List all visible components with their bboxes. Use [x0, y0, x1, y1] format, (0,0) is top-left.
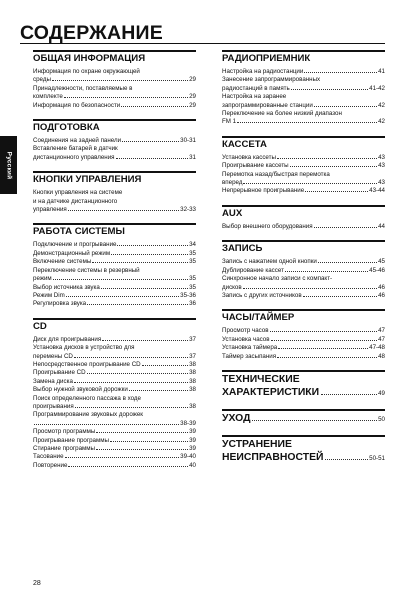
section-heading-text: ТЕХНИЧЕСКИЕ: [222, 373, 300, 385]
page-ref: 44: [378, 222, 385, 230]
toc-entry: [33, 102, 196, 110]
toc-entry-text: Выбор источника звука: [33, 283, 100, 291]
toc-entry-text: Диск для проигрывания: [33, 335, 102, 343]
page-number: 28: [33, 580, 41, 587]
toc-entry-line: [33, 258, 196, 266]
toc-entry-line: [33, 453, 196, 461]
toc-entry: [33, 85, 196, 102]
toc-entry-line: [33, 437, 196, 445]
toc-entry-text: Установка таймера: [222, 344, 278, 352]
page-ref: 42: [378, 101, 385, 109]
page-ref: 39: [189, 436, 196, 444]
toc-entry: [222, 353, 385, 361]
toc-entry-line: [33, 76, 196, 84]
dot-leader: [87, 304, 188, 305]
page-ref: 43: [378, 179, 385, 187]
toc-section: [33, 223, 196, 308]
page-ref: 29: [189, 101, 196, 109]
page-ref: 43-44: [369, 187, 385, 195]
toc-entry: [222, 275, 385, 292]
toc-entry-text: Синхронное начало записи с компакт-: [222, 275, 333, 283]
toc-entry-text: Повторение: [33, 461, 68, 469]
section-heading: КНОПКИ УПРАВЛЕНИЯ: [33, 171, 196, 186]
toc-entry-text: Принадлежности, поставляемые в: [33, 84, 133, 92]
toc-entry: [33, 437, 196, 445]
toc-entry-line: [33, 403, 196, 411]
section-heading: [222, 370, 385, 400]
dot-leader: [271, 340, 378, 341]
section-heading: AUX: [222, 205, 385, 220]
toc-entry: [222, 110, 385, 127]
dot-leader: [101, 288, 188, 289]
toc-entry-text: Непосредственное проигрывание CD: [33, 360, 141, 368]
page-ref: 30-31: [180, 137, 196, 145]
toc-entry-line: [33, 462, 196, 470]
dot-leader: [243, 183, 377, 184]
toc-entry-text: режим: [33, 275, 52, 283]
page-ref: 49: [378, 389, 385, 397]
section-heading: [222, 409, 385, 426]
page-ref: 47: [378, 335, 385, 343]
toc-entry: [222, 187, 385, 195]
toc-entry-line: [33, 206, 196, 214]
toc-section: [222, 309, 385, 361]
dot-leader: [66, 296, 179, 297]
toc-entry-line: [222, 223, 385, 231]
dot-leader: [277, 158, 377, 159]
toc-entry: [33, 453, 196, 461]
dot-leader: [87, 373, 189, 374]
dot-leader: [68, 210, 179, 211]
dot-leader: [96, 449, 188, 450]
toc-entry-line: [222, 118, 385, 126]
page-ref: 50-51: [369, 454, 385, 462]
page-ref: 32-33: [180, 206, 196, 214]
dot-leader: [142, 365, 188, 366]
toc-section: [33, 318, 196, 471]
toc-entry-text: Выбор внешнего оборудования: [222, 222, 313, 230]
page-ref: 48: [378, 352, 385, 360]
page-ref: 38: [189, 377, 196, 385]
section-heading: ЗАПИСЬ: [222, 240, 385, 255]
toc-entry-text: дисков: [222, 283, 242, 291]
toc-entry-text: Информация по охране окружающей: [33, 68, 140, 75]
toc-entry-text: Установка кассеты: [222, 153, 276, 161]
toc-entry: [33, 369, 196, 377]
page-ref: 43: [378, 162, 385, 170]
page-ref: 41: [378, 68, 385, 75]
toc-entry: [222, 267, 385, 275]
dot-leader: [243, 288, 377, 289]
toc-entry-text: дистанционного управления: [33, 153, 115, 161]
dot-leader: [75, 407, 188, 408]
toc-section: [222, 435, 385, 465]
title-rule: [20, 43, 385, 44]
page-ref: 46: [378, 291, 385, 299]
dot-leader: [65, 457, 180, 458]
dot-leader: [270, 331, 378, 332]
page-ref: 38: [189, 360, 196, 368]
toc-entry-line: [222, 85, 385, 93]
toc-entry-line: [33, 284, 196, 292]
toc-entry-line: [33, 275, 196, 283]
toc-entry: [222, 171, 385, 188]
toc-entry-line: [33, 241, 196, 249]
toc-entry-line: [33, 336, 196, 344]
page-ref: 38: [189, 386, 196, 394]
page-ref: 47-48: [369, 344, 385, 352]
toc-entry-text: радиостанций в память: [222, 84, 290, 92]
dot-leader: [325, 459, 368, 460]
toc-entry: [33, 68, 196, 85]
dot-leader: [237, 122, 377, 123]
toc-entry: [33, 250, 196, 258]
page-ref: 45: [378, 258, 385, 266]
toc-entry: [33, 145, 196, 162]
section-heading: РАБОТА СИСТЕМЫ: [33, 223, 196, 238]
language-side-tab-label: Русский: [5, 151, 13, 179]
toc-entry-line: [33, 361, 196, 369]
toc-entry: [33, 378, 196, 386]
section-heading-row: [222, 412, 385, 426]
dot-leader: [303, 296, 377, 297]
page-ref: 39-40: [180, 453, 196, 461]
toc-entry-text: Проигрывание программы: [33, 436, 109, 444]
toc-entry: [33, 300, 196, 308]
dot-leader: [129, 390, 188, 391]
toc-entry-text: Установка дисков в устройство для: [33, 344, 135, 352]
toc-entry-text: Информация по безопасности: [33, 101, 121, 109]
toc-entry: [222, 344, 385, 352]
toc-entry-line: [33, 445, 196, 453]
page-ref: 42: [378, 118, 385, 126]
dot-leader: [121, 106, 188, 107]
toc-entry-text: Просмотр часов: [222, 327, 269, 335]
page-ref: 41-42: [369, 84, 385, 92]
page-ref: 35-36: [180, 291, 196, 299]
dot-leader: [74, 382, 188, 383]
page-ref: 45-46: [369, 266, 385, 274]
toc-entry-line: [33, 102, 196, 110]
section-heading-text: УСТРАНЕНИЕ: [222, 438, 292, 450]
toc-entry: [222, 327, 385, 335]
page-ref: 35: [189, 283, 196, 291]
page-ref: 50: [378, 415, 385, 423]
page-ref: 31: [189, 153, 196, 161]
toc-section: [222, 409, 385, 426]
section-heading: [222, 435, 385, 465]
dot-leader: [304, 72, 377, 73]
toc-entry-line: [222, 187, 385, 195]
toc-section: [222, 370, 385, 400]
section-heading-row: [222, 386, 385, 400]
toc-entry-text: FM 1: [222, 118, 237, 126]
toc-entry: [33, 411, 196, 428]
dot-leader: [318, 262, 377, 263]
toc-entry: [33, 267, 196, 284]
dot-leader: [102, 340, 188, 341]
page-ref: 29: [189, 93, 196, 101]
dot-leader: [290, 166, 377, 167]
toc-entry-text: Выбор нужной звуковой дорожки: [33, 386, 128, 394]
toc-entry: [222, 76, 385, 93]
toc-entry: [222, 258, 385, 266]
dot-leader: [117, 245, 188, 246]
page-ref: 29: [189, 76, 196, 84]
toc-entry-text: Перемотка назад/быстрая перемотка: [222, 170, 330, 178]
toc-entry: [222, 68, 385, 76]
toc-entry: [222, 93, 385, 110]
toc-entry-text: Вставление батарей в датчик: [33, 145, 118, 153]
toc-entry-line: [33, 428, 196, 436]
toc-entry-line: [222, 336, 385, 344]
toc-entry-text: Проигрывание CD: [33, 369, 86, 377]
toc-entry-line: [222, 267, 385, 275]
page-ref: 35: [189, 249, 196, 257]
toc-entry: [33, 284, 196, 292]
dot-leader: [314, 106, 377, 107]
page-ref: 35: [189, 258, 196, 266]
toc-section: [222, 50, 385, 127]
toc-entry: [33, 241, 196, 249]
section-heading-text: ХАРАКТЕРИСТИКИ: [222, 386, 320, 398]
dot-leader: [122, 141, 179, 142]
toc-entry: [33, 386, 196, 394]
page-ref: 38-39: [180, 419, 196, 427]
toc-entry-line: [33, 300, 196, 308]
toc-entry: [33, 361, 196, 369]
page-ref: 37: [189, 335, 196, 343]
toc-entry-text: Кнопки управления на системе: [33, 189, 123, 197]
dot-leader: [53, 279, 188, 280]
toc-entry: [33, 344, 196, 361]
toc-entry-line: [222, 154, 385, 162]
dot-leader: [74, 357, 188, 358]
toc-entry: [33, 292, 196, 300]
toc-entry-line: [33, 93, 196, 101]
toc-entry-line: [33, 420, 196, 428]
page-ref: 35: [189, 275, 196, 283]
dot-leader: [96, 432, 188, 433]
page-ref: 36: [189, 300, 196, 308]
toc-entry: [222, 336, 385, 344]
toc-section: [222, 205, 385, 231]
toc-entry-text: и на датчике дистанционного: [33, 197, 118, 205]
section-heading: КАССЕТА: [222, 136, 385, 151]
section-heading: ОБЩАЯ ИНФОРМАЦИЯ: [33, 50, 196, 65]
toc-entry: [33, 428, 196, 436]
toc-entry-text: Запись с нажатием одной кнопки: [222, 258, 317, 266]
toc-entry-text: управления: [33, 206, 67, 214]
dot-leader: [305, 191, 368, 192]
toc-section: [33, 119, 196, 162]
dot-leader: [111, 254, 188, 255]
dot-leader: [34, 424, 179, 425]
toc-entry-line: [33, 137, 196, 145]
page-ref: 39: [189, 428, 196, 436]
language-side-tab: [0, 136, 17, 194]
toc-entry-text: Замена диска: [33, 377, 73, 385]
toc-entry: [222, 162, 385, 170]
toc-entry-text: Подключение и прогрывание: [33, 241, 117, 249]
toc-entry-text: Дублирование кассет: [222, 266, 284, 274]
toc-entry: [33, 336, 196, 344]
toc-entry-line: [222, 258, 385, 266]
dot-leader: [92, 262, 188, 263]
dot-leader: [321, 394, 377, 395]
toc-entry-line: [222, 68, 385, 76]
toc-entry-line: [33, 369, 196, 377]
dot-leader: [110, 441, 188, 442]
toc-entry-text: Программирование звуковых дорожек: [33, 411, 144, 419]
toc-entry-text: перемены CD: [33, 352, 73, 360]
toc-entry-text: среды: [33, 76, 51, 84]
toc-entry-text: Стирание программы: [33, 445, 96, 452]
toc-entry-line: [33, 154, 196, 162]
toc-section: [222, 240, 385, 300]
dot-leader: [116, 158, 189, 159]
page-ref: 38: [189, 402, 196, 410]
toc-section: [33, 50, 196, 110]
toc-entry-line: [222, 327, 385, 335]
toc-section: [33, 171, 196, 214]
dot-leader: [277, 357, 377, 358]
toc-entry-text: Регулировка звука: [33, 300, 87, 308]
section-heading-text: УХОД: [222, 412, 251, 424]
toc-entry-text: Непрерывное проигрывание: [222, 187, 305, 195]
toc-entry-line: [222, 162, 385, 170]
toc-entry-text: запрограммированные станции: [222, 101, 313, 109]
toc-entry: [33, 258, 196, 266]
toc-entry-text: Занесение запрограммированных: [222, 76, 321, 84]
toc-entry-text: Поиск определенного пассажа в ходе: [33, 394, 141, 402]
toc-entry-line: [222, 179, 385, 187]
toc-entry-line: [222, 284, 385, 292]
toc-entry-text: Настройка на заранее: [222, 93, 287, 101]
toc-entry-text: Проигрывание кассеты: [222, 162, 289, 170]
toc-entry-text: вперед: [222, 179, 243, 187]
toc-entry-text: Соединения на задней панели: [33, 137, 122, 145]
page-title: СОДЕРЖАНИЕ: [20, 22, 163, 44]
dot-leader: [64, 97, 188, 98]
toc-entry-text: Установка часов: [222, 335, 270, 343]
toc-entry: [222, 292, 385, 300]
dot-leader: [291, 89, 368, 90]
toc-entry-text: Тасование: [33, 453, 64, 461]
toc-entry: [33, 462, 196, 470]
page-ref: 37: [189, 352, 196, 360]
toc-entry-line: [222, 353, 385, 361]
dot-leader: [285, 271, 368, 272]
toc-entry: [33, 189, 196, 214]
toc-entry: [222, 154, 385, 162]
toc-entry-text: Переключение на более низкий диапазон: [222, 110, 342, 118]
toc-entry-line: [222, 102, 385, 110]
toc-entry-text: Переключение системы в резервный: [33, 266, 140, 274]
toc-entry-text: Режим Dim: [33, 291, 65, 299]
toc-entry-line: [33, 378, 196, 386]
toc-right-column: [222, 50, 385, 474]
page-ref: 34: [189, 241, 196, 249]
toc-entry-text: Включение системы: [33, 258, 92, 266]
toc-entry-line: [33, 292, 196, 300]
section-heading-text: НЕИСПРАВНОСТЕЙ: [222, 451, 324, 463]
section-heading: ЧАСЫ/ТАЙМЕР: [222, 309, 385, 324]
toc-entry-line: [222, 344, 385, 352]
toc-left-column: [33, 50, 196, 479]
page-ref: 40: [189, 461, 196, 469]
toc-entry-text: Настройка на радиостанции: [222, 68, 304, 75]
section-heading-row: [222, 451, 385, 465]
dot-leader: [52, 80, 188, 81]
toc-entry-text: Запись с других источников: [222, 291, 302, 299]
toc-entry: [33, 445, 196, 453]
toc-section: [222, 136, 385, 196]
section-heading: ПОДГОТОВКА: [33, 119, 196, 134]
toc-entry: [222, 223, 385, 231]
toc-entry-line: [222, 292, 385, 300]
page-ref: 47: [378, 327, 385, 335]
page-ref: 38: [189, 369, 196, 377]
page-ref: 46: [378, 283, 385, 291]
toc-entry: [33, 395, 196, 412]
dot-leader: [314, 227, 378, 228]
dot-leader: [68, 466, 188, 467]
toc-entry-line: [33, 386, 196, 394]
section-heading: CD: [33, 318, 196, 333]
section-heading: РАДИОПРИЕМНИК: [222, 50, 385, 65]
toc-entry-line: [33, 353, 196, 361]
page-ref: 43: [378, 153, 385, 161]
dot-leader: [252, 420, 377, 421]
toc-entry-text: Таймер засыпания: [222, 352, 277, 360]
toc-entry-text: Просмотр программы: [33, 428, 96, 436]
toc-entry-text: проигрывания: [33, 402, 74, 410]
page-ref: 39: [189, 445, 196, 452]
dot-leader: [278, 348, 368, 349]
toc-entry-text: комплекте: [33, 93, 63, 101]
toc-entry-line: [33, 250, 196, 258]
toc-entry: [33, 137, 196, 145]
toc-entry-text: Демонстрационный режим: [33, 249, 111, 257]
